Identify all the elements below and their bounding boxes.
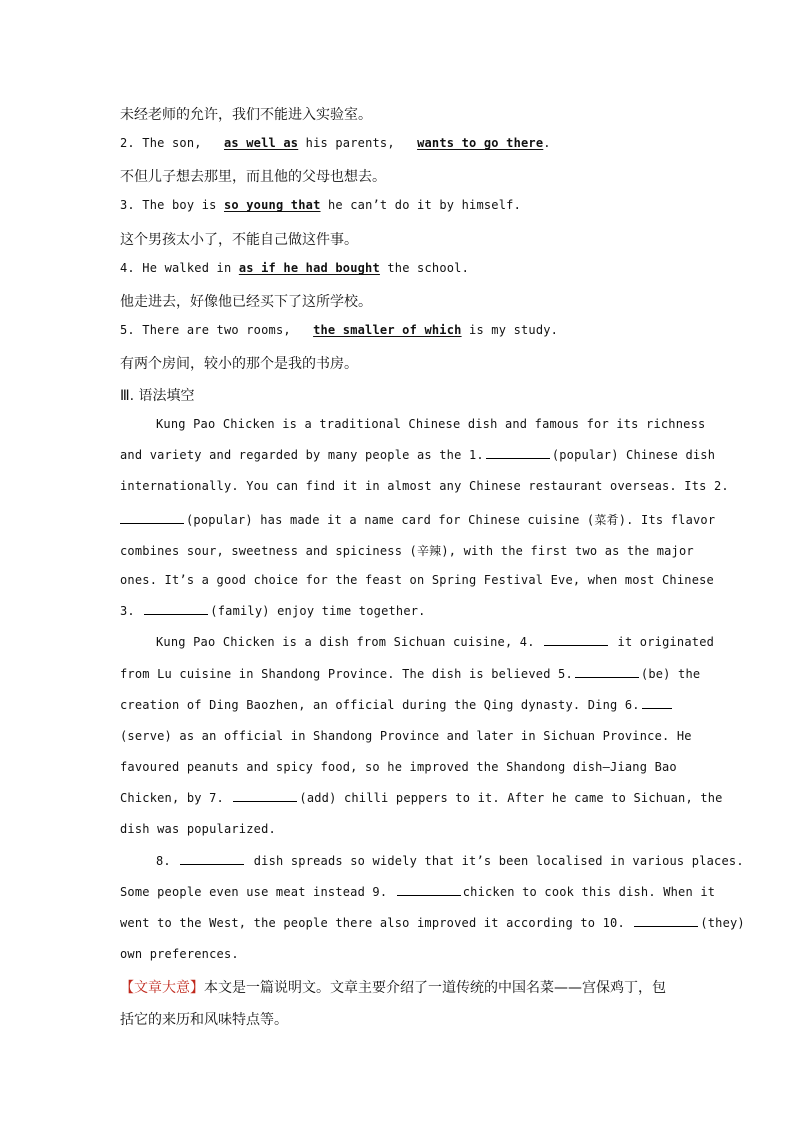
summary-line-2: 括它的来历和风味特点等。 (120, 1012, 288, 1028)
translation-1-zh: 未经老师的允许，我们不能进入实验室。 (120, 107, 372, 123)
item-number: 2. (120, 136, 135, 150)
p1-line-1: Kung Pao Chicken is a traditional Chinese dish and famous for its richness (156, 417, 706, 431)
blank-2[interactable] (120, 513, 184, 524)
blank-10[interactable] (634, 916, 698, 927)
answer-text: as if he had bought (238, 261, 380, 275)
item-number: 3. (120, 198, 135, 212)
p2-line-7: dish was popularized. (120, 822, 276, 836)
blank-7[interactable] (233, 791, 297, 802)
p2-line-3 (120, 698, 674, 712)
answer-text: wants to go there (417, 136, 544, 150)
sentence-text: from Lu cuisine in Shandong Province. The dish is believed 5. (120, 667, 573, 681)
translation-3-zh: 这个男孩太小了，不能自己做这件事。 (120, 232, 358, 248)
sentence-text: There are two rooms, (142, 323, 291, 337)
translation-3-en (120, 198, 521, 212)
blank-4[interactable] (544, 635, 608, 646)
sentence-text: Chicken, by 7. (120, 791, 224, 805)
sentence-text: went to the West, the people there also improved it according to 10. (120, 916, 625, 930)
sentence-text: . (543, 136, 551, 150)
summary-line-1 (120, 977, 666, 997)
blank-5[interactable] (575, 667, 639, 678)
translation-2-zh: 不但儿子想去那里，而且他的父母也想去。 (120, 169, 386, 185)
blank-6[interactable] (642, 698, 672, 709)
sentence-text: his parents, (305, 136, 395, 150)
blank-9[interactable] (397, 885, 461, 896)
p2-line-5: favoured peanuts and spicy food, so he improved the Shandong dish—Jiang Bao (120, 760, 677, 774)
item-number: 4. (120, 261, 135, 275)
item-number: 3. (120, 604, 135, 618)
sentence-text: it originated (617, 635, 715, 649)
p1-line-4 (120, 511, 715, 528)
sentence-text: he can’t do it by himself. (327, 198, 521, 212)
translation-2-en (120, 136, 551, 150)
sentence-text: (be) the (640, 667, 701, 681)
blank-8[interactable] (180, 854, 244, 865)
sentence-text: (add) chilli peppers to it. After he came to Sichuan, the (299, 791, 723, 805)
p3-line-1 (156, 854, 744, 868)
p2-line-1 (156, 635, 714, 649)
p1-line-2 (120, 448, 716, 462)
sentence-text: is my study. (469, 323, 559, 337)
item-number: 5. (120, 323, 135, 337)
blank-3[interactable] (144, 604, 208, 615)
p3-line-4: own preferences. (120, 947, 239, 961)
p2-line-2 (120, 667, 701, 681)
answer-text: so young that (223, 198, 321, 212)
sentence-text: The son, (142, 136, 202, 150)
translation-4-zh: 他走进去，好像他已经买下了这所学校。 (120, 294, 372, 310)
section-title: Ⅲ. 语法填空 (120, 388, 195, 404)
translation-5-en (120, 323, 558, 337)
p3-line-3 (120, 916, 745, 930)
sentence-text: Kung Pao Chicken is a dish from Sichuan cuisine, 4. (156, 635, 535, 649)
p1-line-6: ones. It’s a good choice for the feast on Spring Festival Eve, when most Chinese (120, 573, 714, 587)
sentence-text: (they) (700, 916, 745, 930)
sentence-text: (popular) Chinese dish (551, 448, 716, 462)
summary-text: 本文是一篇说明文。文章主要介绍了一道传统的中国名菜——宫保鸡丁，包 (204, 980, 666, 996)
item-number: 8. (156, 854, 171, 868)
sentence-text: creation of Ding Baozhen, an official during the Qing dynasty. Ding 6. (120, 698, 640, 712)
answer-text: as well as (223, 136, 299, 150)
p1-line-7 (120, 604, 426, 618)
p3-line-2 (120, 885, 716, 899)
sentence-text: Some people even use meat instead 9. (120, 885, 388, 899)
p1-line-3: internationally. You can find it in almost any Chinese restaurant overseas. Its 2. (120, 479, 729, 493)
sentence-text: chicken to cook this dish. When it (462, 885, 716, 899)
sentence-text: The boy is (142, 198, 217, 212)
answer-text: the smaller of which (313, 323, 462, 337)
sentence-text: He walked in (142, 261, 232, 275)
p2-line-4: (serve) as an official in Shandong Province and later in Sichuan Province. He (120, 729, 692, 743)
p2-line-6 (120, 791, 723, 805)
summary-tag: 【文章大意】 (120, 980, 204, 996)
sentence-text: dish spreads so widely that it’s been localised in various places. (253, 854, 744, 868)
sentence-text: the school. (387, 261, 470, 275)
sentence-text: (family) enjoy time together. (210, 604, 426, 618)
sentence-text: (popular) has made it a name card for Chinese cuisine (菜肴). Its flavor (186, 513, 716, 527)
translation-5-zh: 有两个房间，较小的那个是我的书房。 (120, 356, 358, 372)
p1-line-5: combines sour, sweetness and spiciness (辛辣), with the first two as the major (120, 544, 694, 558)
blank-1[interactable] (486, 448, 550, 459)
sentence-text: and variety and regarded by many people as the 1. (120, 448, 484, 462)
translation-4-en (120, 261, 469, 275)
